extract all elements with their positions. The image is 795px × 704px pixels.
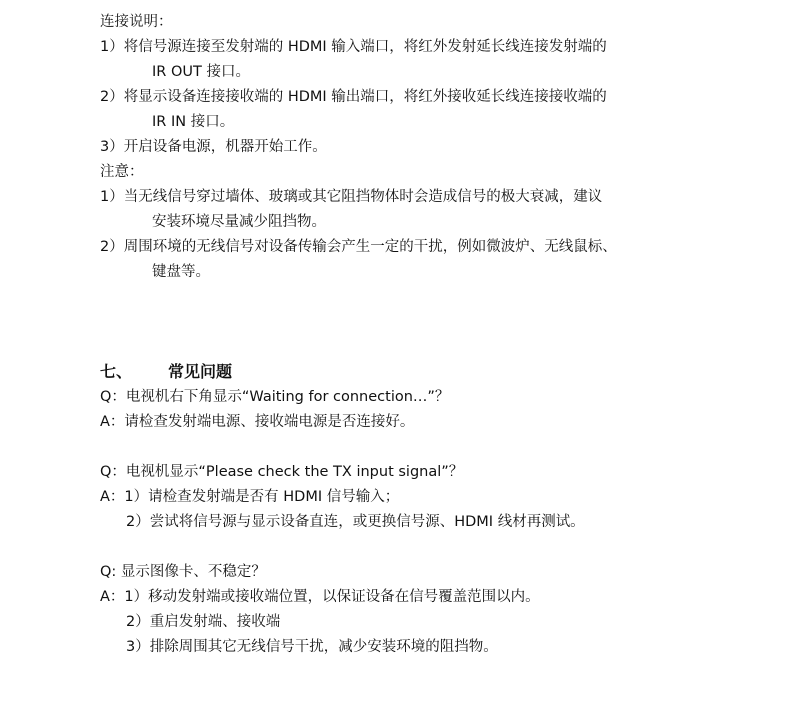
note-2: 2）周围环境的无线信号对设备传输会产生一定的干扰，例如微波炉、无线鼠标、 <box>100 239 617 255</box>
note-1: 1）当无线信号穿过墙体、玻璃或其它阻挡物体时会造成信号的极大衰减，建议 <box>100 189 603 205</box>
faq-question-2: Q：电视机显示“Please check the TX input signal”？ <box>100 464 464 480</box>
connection-heading: 连接说明： <box>100 14 173 30</box>
faq-answer-3-line-2: 2）重启发射端、接收端 <box>126 614 281 630</box>
faq-section-title: 常见问题 <box>168 362 233 381</box>
faq-answer-2-line-1: A：1）请检查发射端是否有 HDMI 信号输入； <box>100 489 400 505</box>
connection-step-3: 3）开启设备电源，机器开始工作。 <box>100 139 327 155</box>
faq-section-number: 七、 <box>100 362 133 381</box>
faq-answer-3-line-1: A：1）移动发射端或接收端位置，以保证设备在信号覆盖范围以内。 <box>100 589 540 605</box>
faq-answer-1: A：请检查发射端电源、接收端电源是否连接好。 <box>100 414 415 430</box>
connection-step-2: 2）将显示设备连接接收端的 HDMI 输出端口，将红外接收延长线连接接收端的 <box>100 89 607 105</box>
connection-step-1-cont: IR OUT 接口。 <box>152 64 250 80</box>
faq-question-1: Q：电视机右下角显示“Waiting for connection…”？ <box>100 389 450 405</box>
notes-heading: 注意： <box>100 164 144 180</box>
faq-answer-2-line-2: 2）尝试将信号源与显示设备直连，或更换信号源、HDMI 线材再测试。 <box>126 514 585 530</box>
faq-question-3: Q: 显示图像卡、不稳定？ <box>100 564 266 580</box>
note-1-cont: 安装环境尽量减少阻挡物。 <box>152 214 326 230</box>
connection-step-1: 1）将信号源连接至发射端的 HDMI 输入端口，将红外发射延长线连接发射端的 <box>100 39 607 55</box>
connection-step-2-cont: IR IN 接口。 <box>152 114 235 130</box>
faq-answer-3-line-3: 3）排除周围其它无线信号干扰，减少安装环境的阻挡物。 <box>126 639 498 655</box>
note-2-cont: 键盘等。 <box>152 264 210 280</box>
